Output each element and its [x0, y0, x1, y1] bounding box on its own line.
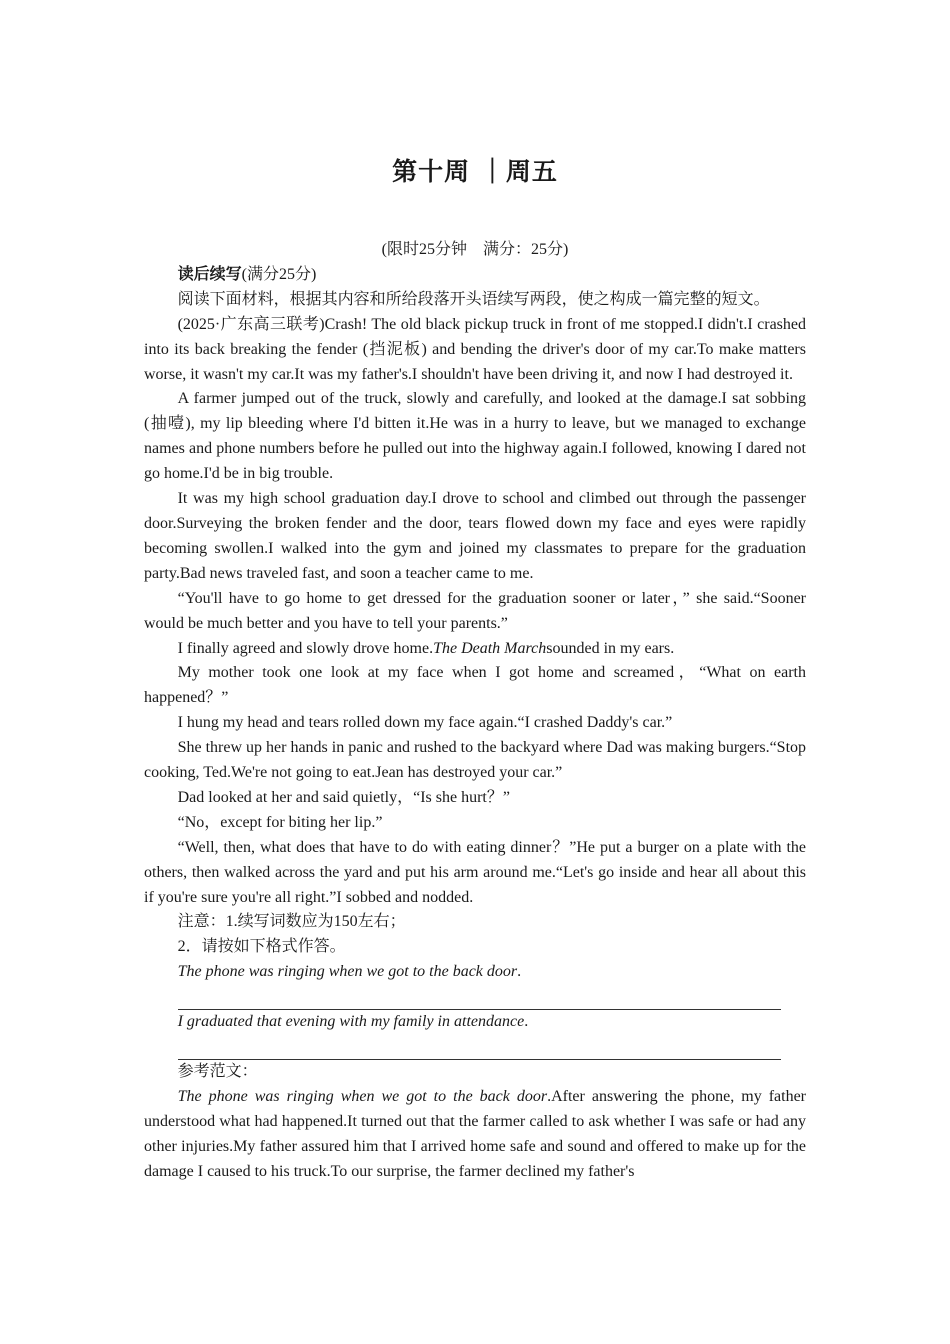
story-paragraph-7: I hung my head and tears rolled down my face again.“I crashed Daddy's car.”	[177, 714, 673, 732]
writing-line-1[interactable]	[178, 985, 781, 1010]
prompt-2	[144, 1010, 806, 1035]
story-paragraph-9: Dad looked at her and said quietly，“Is she hurt？”	[177, 788, 510, 806]
story-paragraph-5	[144, 637, 806, 662]
story-paragraph-1: (2025·广东高三联考)Crash! The old black pickup truck in front of me stopped.I didn't.I crashed into its back breaking the fender (挡泥板) and bending the driver's door of my car.To make matters worse, it wasn't my car.It was my father's.I shouldn't have been driving it, and now I had destroyed it.	[144, 315, 806, 383]
prompt-2-text: I graduated that evening with my family in attendance	[177, 1013, 525, 1031]
story-paragraph-3: It was my high school graduation day.I drove to school and climbed out through the passenger door.Surveying the broken fender and the door, tears flowed down my face and eyes were rapidly becoming swollen.I walked into the gym and joined my classmates to prepare for the graduation party.Bad news traveled fast, and soon a teacher came to me.	[144, 490, 806, 582]
reference-paragraph	[144, 1085, 806, 1185]
section-title: 读后续写	[177, 265, 242, 283]
story-paragraph-5-before: I finally agreed and slowly drove home.	[177, 639, 434, 657]
document-body	[144, 238, 806, 1185]
song-title: The Death March	[433, 639, 547, 657]
prompt-2-period: .	[524, 1013, 529, 1031]
story-paragraph-2: A farmer jumped out of the truck, slowly and carefully, and looked at the damage.I sat sobbing (抽噎), my lip bleeding where I'd bitten it.He was in a hurry to leave, but we managed to exchange names and phone numbers before he pulled out into the highway again.I followed, knowing I dared not go home.I'd be in big trouble.	[144, 390, 806, 483]
note-1: 注意：1.续写词数应为150左右；	[177, 913, 406, 931]
section-heading	[144, 263, 806, 288]
story-paragraph-4: “You'll have to go home to get dressed for the graduation sooner or later，” she said.“Sooner would be much better and you have to tell your parents.”	[144, 589, 806, 632]
page-title: 第十周 ｜周五	[392, 157, 558, 186]
story-paragraph-5-after: sounded in my ears.	[546, 639, 675, 657]
reference-rest: .After answering the phone, my father understood what had happened.It turned out that the farmer called to ask whether I was safe or had any other injuries.My father assured him that I arrived home safe and sound and offered to make up for the damage I caused to his truck.To our surprise, the farmer declined my father's	[144, 1088, 806, 1180]
story-paragraph-11: “Well, then, what does that have to do with eating dinner？”He put a burger on a plate with the others, then walked across the yard and put his arm around me.“Let's go inside and hear all about this if you're sure you're all right.”I sobbed and nodded.	[144, 838, 806, 906]
story-paragraph-8: She threw up her hands in panic and rushed to the backyard where Dad was making burgers.“Stop cooking, Ted.We're not going to eat.Jean has destroyed your car.”	[144, 739, 807, 782]
prompt-1-period: .	[517, 963, 522, 981]
note-2: 2．请按如下格式作答。	[177, 938, 346, 956]
instruction: 阅读下面材料，根据其内容和所给段落开头语续写两段，使之构成一篇完整的短文。	[177, 290, 770, 308]
prompt-1	[144, 960, 806, 985]
story-paragraph-10: “No，except for biting her lip.”	[177, 813, 383, 831]
time-limit: (限时25分钟 满分：25分)	[381, 241, 569, 258]
story-paragraph-6: My mother took one look at my face when I got home and screamed，“What on earth happened？”	[144, 664, 806, 707]
reference-lead: The phone was ringing when we got to the back door	[177, 1088, 548, 1105]
reference-label: 参考范文：	[177, 1063, 258, 1081]
prompt-1-text: The phone was ringing when we got to the back door	[177, 963, 518, 981]
writing-line-2[interactable]	[178, 1035, 781, 1060]
section-score: (满分25分)	[241, 265, 317, 283]
